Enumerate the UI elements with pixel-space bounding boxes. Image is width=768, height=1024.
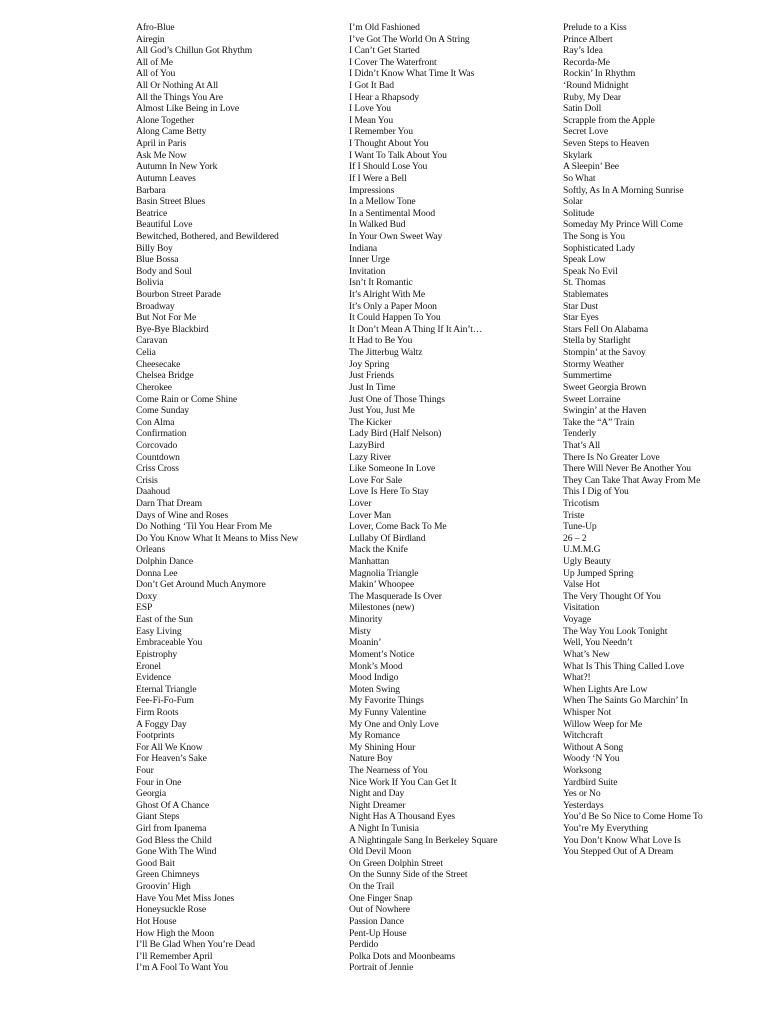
song-title: Recorda-Me bbox=[563, 56, 610, 68]
song-title: It’s Only a Paper Moon bbox=[349, 300, 437, 312]
song-title: Woody ‘N You bbox=[563, 753, 620, 765]
song-title: Valse Hot bbox=[563, 579, 600, 591]
song-title: Summertime bbox=[563, 370, 612, 382]
song-title: The Way You Look Tonight bbox=[563, 625, 668, 637]
song-title: A Foggy Day bbox=[136, 718, 187, 730]
song-title: A Nightingale Sang In Berkeley Square bbox=[349, 834, 498, 846]
song-title: What’s New bbox=[563, 648, 610, 660]
song-title: On the Sunny Side of the Street bbox=[349, 869, 468, 881]
song-title: I Remember You bbox=[349, 126, 413, 138]
song-column-1 bbox=[136, 22, 336, 974]
song-title: Triste bbox=[563, 509, 585, 521]
song-title: Star Eyes bbox=[563, 312, 599, 324]
song-title: I Thought About You bbox=[349, 138, 429, 150]
song-title: All Or Nothing At All bbox=[136, 80, 219, 92]
song-title: Invitation bbox=[349, 265, 386, 277]
song-title: Cherokee bbox=[136, 381, 172, 393]
song-title: I Can’t Get Started bbox=[349, 45, 420, 57]
song-title: Almost Like Being in Love bbox=[136, 103, 240, 115]
song-title: Groovin’ High bbox=[136, 881, 191, 893]
song-title: Days of Wine and Roses bbox=[136, 509, 229, 521]
song-title: Honeysuckle Rose bbox=[136, 904, 207, 916]
song-title: Love For Sale bbox=[349, 474, 403, 486]
song-title: Skylark bbox=[563, 149, 593, 161]
song-title: Don’t Get Around Much Anymore bbox=[136, 579, 266, 591]
song-title: I Mean You bbox=[349, 114, 394, 126]
song-title: One Finger Snap bbox=[349, 892, 413, 904]
song-title: All of Me bbox=[136, 56, 173, 68]
song-title: Pent-Up House bbox=[349, 927, 407, 939]
song-title: Autumn In New York bbox=[136, 161, 218, 173]
song-title: I Cover The Waterfront bbox=[349, 56, 437, 68]
song-title: Caravan bbox=[136, 335, 168, 347]
song-title: Swingin’ at the Haven bbox=[563, 405, 647, 417]
song-title: Ugly Beauty bbox=[563, 556, 611, 568]
song-title: Out of Nowhere bbox=[349, 904, 410, 916]
song-title: Whisper Not bbox=[563, 706, 612, 718]
song-title: Rockin’ In Rhythm bbox=[563, 68, 636, 80]
song-title: My Favorite Things bbox=[349, 695, 424, 707]
song-title: Lady Bird (Half Nelson) bbox=[349, 428, 442, 440]
song-title: What Is This Thing Called Love bbox=[563, 660, 685, 672]
song-title: Girl from Ipanema bbox=[136, 823, 207, 835]
song-title: My Shining Hour bbox=[349, 741, 416, 753]
song-title: Con Alma bbox=[136, 416, 175, 428]
song-title: Dolphin Dance bbox=[136, 556, 194, 568]
song-title: Blue Bossa bbox=[136, 254, 179, 266]
song-title: You Stepped Out of A Dream bbox=[563, 846, 674, 858]
song-title: St. Thomas bbox=[563, 277, 606, 289]
song-title: Prince Albert bbox=[563, 33, 613, 45]
song-title: But Not For Me bbox=[136, 312, 197, 324]
song-title: Indiana bbox=[349, 242, 378, 254]
song-title: Lover, Come Back To Me bbox=[349, 521, 447, 533]
song-title: LazyBird bbox=[349, 439, 385, 451]
song-title: Moanin’ bbox=[349, 637, 382, 649]
song-title: Speak Low bbox=[563, 254, 606, 266]
song-title: It Could Happen To You bbox=[349, 312, 441, 324]
song-title: Yes or No bbox=[563, 788, 601, 800]
song-title: Just In Time bbox=[349, 381, 396, 393]
song-title: Broadway bbox=[136, 300, 175, 312]
song-title: My One and Only Love bbox=[349, 718, 439, 730]
song-title: For All We Know bbox=[136, 741, 203, 753]
song-title: On the Trail bbox=[349, 881, 395, 893]
song-title: Night and Day bbox=[349, 788, 405, 800]
song-title: Yardbird Suite bbox=[563, 776, 618, 788]
song-column-3 bbox=[563, 22, 763, 858]
song-title: Just One of Those Things bbox=[349, 393, 445, 405]
song-title: Easy Living bbox=[136, 625, 182, 637]
song-title: God Bless the Child bbox=[136, 834, 212, 846]
song-title: Portrait of Jennie bbox=[349, 962, 414, 974]
song-title: Ask Me Now bbox=[136, 149, 187, 161]
song-title: Firm Roots bbox=[136, 706, 179, 718]
song-title: Georgia bbox=[136, 788, 167, 800]
song-title: This I Dig of You bbox=[563, 486, 629, 498]
song-title: Donna Lee bbox=[136, 567, 178, 579]
song-title: Yesterdays bbox=[563, 799, 604, 811]
song-title: Beautiful Love bbox=[136, 219, 193, 231]
song-title: Corcovado bbox=[136, 439, 178, 451]
song-title: Someday My Prince Will Come bbox=[563, 219, 683, 231]
song-title: The Masquerade Is Over bbox=[349, 590, 442, 602]
song-title: Criss Cross bbox=[136, 463, 179, 475]
song-title: Satin Doll bbox=[563, 103, 602, 115]
song-title: Bourbon Street Parade bbox=[136, 289, 221, 301]
song-title: Fee-Fi-Fo-Fum bbox=[136, 695, 194, 707]
song-title: How High the Moon bbox=[136, 927, 214, 939]
song-title: On Green Dolphin Street bbox=[349, 857, 443, 869]
song-title: Confirmation bbox=[136, 428, 187, 440]
song-title: Old Devil Moon bbox=[349, 846, 412, 858]
song-title: A Night In Tunisia bbox=[349, 823, 419, 835]
song-title: Tune-Up bbox=[563, 521, 597, 533]
song-title: Green Chimneys bbox=[136, 869, 200, 881]
song-title: Just Friends bbox=[349, 370, 394, 382]
song-title: Scrapple from the Apple bbox=[563, 114, 655, 126]
song-title: Monk’s Mood bbox=[349, 660, 403, 672]
song-title: When The Saints Go Marchin’ In bbox=[563, 695, 688, 707]
song-title: That’s All bbox=[563, 439, 601, 451]
song-title: Magnolia Triangle bbox=[349, 567, 419, 579]
song-title: Ray’s Idea bbox=[563, 45, 603, 57]
song-title: Witchcraft bbox=[563, 730, 603, 742]
song-title: Without A Song bbox=[563, 741, 624, 753]
song-title: Inner Urge bbox=[349, 254, 390, 266]
song-title: Solar bbox=[563, 196, 583, 208]
song-title: Chelsea Bridge bbox=[136, 370, 194, 382]
song-title: Voyage bbox=[563, 614, 591, 626]
song-title: Passion Dance bbox=[349, 915, 404, 927]
song-title: All of You bbox=[136, 68, 176, 80]
song-title: Sweet Georgia Brown bbox=[563, 381, 647, 393]
song-title: Sophisticated Lady bbox=[563, 242, 636, 254]
song-title: Manhattan bbox=[349, 556, 390, 568]
song-title: Speak No Evil bbox=[563, 265, 618, 277]
song-title: Polka Dots and Moonbeams bbox=[349, 950, 456, 962]
song-title: Barbara bbox=[136, 184, 166, 196]
song-title: Stella by Starlight bbox=[563, 335, 631, 347]
song-title: Moten Swing bbox=[349, 683, 400, 695]
song-title: Cheesecake bbox=[136, 358, 181, 370]
song-title: In a Mellow Tone bbox=[349, 196, 416, 208]
song-title: There Will Never Be Another You bbox=[563, 463, 691, 475]
song-title: Visitation bbox=[563, 602, 600, 614]
song-title: Gone With The Wind bbox=[136, 846, 217, 858]
song-title: Misty bbox=[349, 625, 371, 637]
song-title: Afro-Blue bbox=[136, 22, 175, 33]
song-title: Four in One bbox=[136, 776, 182, 788]
song-title: Well, You Needn’t bbox=[563, 637, 633, 649]
song-title: Stormy Weather bbox=[563, 358, 624, 370]
song-title: I’m A Fool To Want You bbox=[136, 962, 228, 974]
song-title: Star Dust bbox=[563, 300, 599, 312]
song-title: Have You Met Miss Jones bbox=[136, 892, 235, 904]
song-title: Just You, Just Me bbox=[349, 405, 415, 417]
song-title: My Funny Valentine bbox=[349, 706, 426, 718]
song-title: U.M.M.G bbox=[563, 544, 601, 556]
song-title: Orleans bbox=[136, 544, 166, 556]
song-title: All God’s Chillun Got Rhythm bbox=[136, 45, 253, 57]
song-title: Take the “A” Train bbox=[563, 416, 635, 428]
song-title: I’ll Be Glad When You’re Dead bbox=[136, 939, 255, 951]
song-title: Come Rain or Come Shine bbox=[136, 393, 238, 405]
song-title: East of the Sun bbox=[136, 614, 193, 626]
song-column-2 bbox=[349, 22, 554, 974]
song-title: Secret Love bbox=[563, 126, 608, 138]
song-title: You Don’t Know What Love Is bbox=[563, 834, 681, 846]
song-title: Embraceable You bbox=[136, 637, 203, 649]
song-title: I’ll Remember April bbox=[136, 950, 213, 962]
song-title: Body and Soul bbox=[136, 265, 192, 277]
song-title: Bewitched, Bothered, and Bewildered bbox=[136, 230, 279, 242]
song-title: Footprints bbox=[136, 730, 175, 742]
song-title: Stompin’ at the Savoy bbox=[563, 347, 646, 359]
song-title: Willow Weep for Me bbox=[563, 718, 643, 730]
song-title: Ruby, My Dear bbox=[563, 91, 622, 103]
song-title: Do You Know What It Means to Miss New bbox=[136, 532, 299, 544]
song-title: Lullaby Of Birdland bbox=[349, 532, 426, 544]
song-title: The Nearness of You bbox=[349, 765, 428, 776]
song-title: Night Has A Thousand Eyes bbox=[349, 811, 456, 823]
song-title: Evidence bbox=[136, 672, 171, 684]
song-title: Darn That Dream bbox=[136, 497, 202, 509]
song-title: ‘Round Midnight bbox=[563, 80, 629, 92]
song-title: There Is No Greater Love bbox=[563, 451, 660, 463]
song-title: My Romance bbox=[349, 730, 400, 742]
song-title: Daahoud bbox=[136, 486, 170, 498]
song-title: I Didn’t Know What Time It Was bbox=[349, 68, 475, 80]
song-title: You’d Be So Nice to Come Home To bbox=[563, 811, 703, 823]
song-title: Tricotism bbox=[563, 497, 600, 509]
song-title: Milestones (new) bbox=[349, 602, 415, 614]
song-title: I Hear a Rhapsody bbox=[349, 91, 419, 103]
song-title: If I Were a Bell bbox=[349, 172, 407, 184]
song-title: ESP bbox=[136, 602, 153, 614]
song-title: Love Is Here To Stay bbox=[349, 486, 429, 498]
song-title: The Very Thought Of You bbox=[563, 590, 661, 602]
song-title: Basin Street Blues bbox=[136, 196, 206, 208]
song-title: I’m Old Fashioned bbox=[349, 22, 420, 33]
song-title: Doxy bbox=[136, 590, 157, 602]
song-title: Up Jumped Spring bbox=[563, 567, 634, 579]
song-title: Lover bbox=[349, 497, 372, 509]
song-title: In Your Own Sweet Way bbox=[349, 230, 443, 242]
song-title: Perdido bbox=[349, 939, 379, 951]
song-title: What?! bbox=[563, 672, 591, 684]
song-title: Prelude to a Kiss bbox=[563, 22, 627, 33]
song-title: Joy Spring bbox=[349, 358, 390, 370]
song-title: Moment’s Notice bbox=[349, 648, 415, 660]
song-title: It Had to Be You bbox=[349, 335, 413, 347]
song-title: Nice Work If You Can Get It bbox=[349, 776, 457, 788]
song-title: Stars Fell On Alabama bbox=[563, 323, 649, 335]
song-title: You’re My Everything bbox=[563, 823, 648, 835]
song-title: Eternal Triangle bbox=[136, 683, 197, 695]
song-title: Sweet Lorraine bbox=[563, 393, 621, 405]
song-title: All the Things You Are bbox=[136, 91, 223, 103]
song-title: Minority bbox=[349, 614, 383, 626]
song-title: Celia bbox=[136, 347, 156, 359]
song-title: The Kicker bbox=[349, 416, 392, 428]
song-title: When Lights Are Low bbox=[563, 683, 648, 695]
song-title: Lazy River bbox=[349, 451, 391, 463]
song-title: In Walked Bud bbox=[349, 219, 406, 231]
song-title: Lover Man bbox=[349, 509, 391, 521]
song-title: Softly, As In A Morning Sunrise bbox=[563, 184, 684, 196]
song-title: Impressions bbox=[349, 184, 395, 196]
song-title: Night Dreamer bbox=[349, 799, 406, 811]
song-title: They Can Take That Away From Me bbox=[563, 474, 701, 486]
song-title: Good Bait bbox=[136, 857, 175, 869]
song-title: I Love You bbox=[349, 103, 391, 115]
song-title: Like Someone In Love bbox=[349, 463, 436, 475]
song-title: Come Sunday bbox=[136, 405, 189, 417]
song-title: Ghost Of A Chance bbox=[136, 799, 210, 811]
song-title: For Heaven’s Sake bbox=[136, 753, 207, 765]
song-title: It Don’t Mean A Thing If It Ain’t… bbox=[349, 323, 483, 335]
song-title: The Song is You bbox=[563, 230, 625, 242]
song-title: Epistrophy bbox=[136, 648, 178, 660]
song-title: Eronel bbox=[136, 660, 161, 672]
song-title: Along Came Betty bbox=[136, 126, 207, 138]
song-title: So What bbox=[563, 172, 596, 184]
song-title: Bye-Bye Blackbird bbox=[136, 323, 209, 335]
song-title: Seven Steps to Heaven bbox=[563, 138, 650, 150]
song-title: Nature Boy bbox=[349, 753, 393, 765]
song-title: Isn’t It Romantic bbox=[349, 277, 413, 289]
song-title: April in Paris bbox=[136, 138, 187, 150]
song-title: A Sleepin’ Bee bbox=[563, 161, 619, 173]
song-title: Bolivia bbox=[136, 277, 164, 289]
song-title: Beatrice bbox=[136, 207, 168, 219]
song-title: Billy Boy bbox=[136, 242, 173, 254]
song-title: Hot House bbox=[136, 915, 177, 927]
song-title: I’ve Got The World On A String bbox=[349, 33, 470, 45]
song-title: The Jitterbug Waltz bbox=[349, 347, 423, 359]
song-title: Mood Indigo bbox=[349, 672, 399, 684]
song-title: Stablemates bbox=[563, 289, 609, 301]
song-title: Solitude bbox=[563, 207, 595, 219]
song-title: I Got It Bad bbox=[349, 80, 394, 92]
song-title: Countdown bbox=[136, 451, 180, 463]
song-title: Mack the Knife bbox=[349, 544, 408, 556]
song-title: If I Should Lose You bbox=[349, 161, 428, 173]
song-title: Autumn Leaves bbox=[136, 172, 196, 184]
song-title: Crisis bbox=[136, 474, 158, 486]
song-title: Airegin bbox=[136, 33, 165, 45]
song-title: Giant Steps bbox=[136, 811, 180, 823]
song-title: Do Nothing ‘Til You Hear From Me bbox=[136, 521, 272, 533]
song-title: Worksong bbox=[563, 765, 602, 776]
song-title: Makin’ Whoopee bbox=[349, 579, 415, 591]
song-title: 26 – 2 bbox=[563, 532, 587, 544]
song-title: Four bbox=[136, 765, 154, 776]
song-title: In a Sentimental Mood bbox=[349, 207, 436, 219]
song-title: It’s Alright With Me bbox=[349, 289, 426, 301]
song-title: Tenderly bbox=[563, 428, 597, 440]
song-title: I Want To Talk About You bbox=[349, 149, 447, 161]
song-title: Alone Together bbox=[136, 114, 195, 126]
